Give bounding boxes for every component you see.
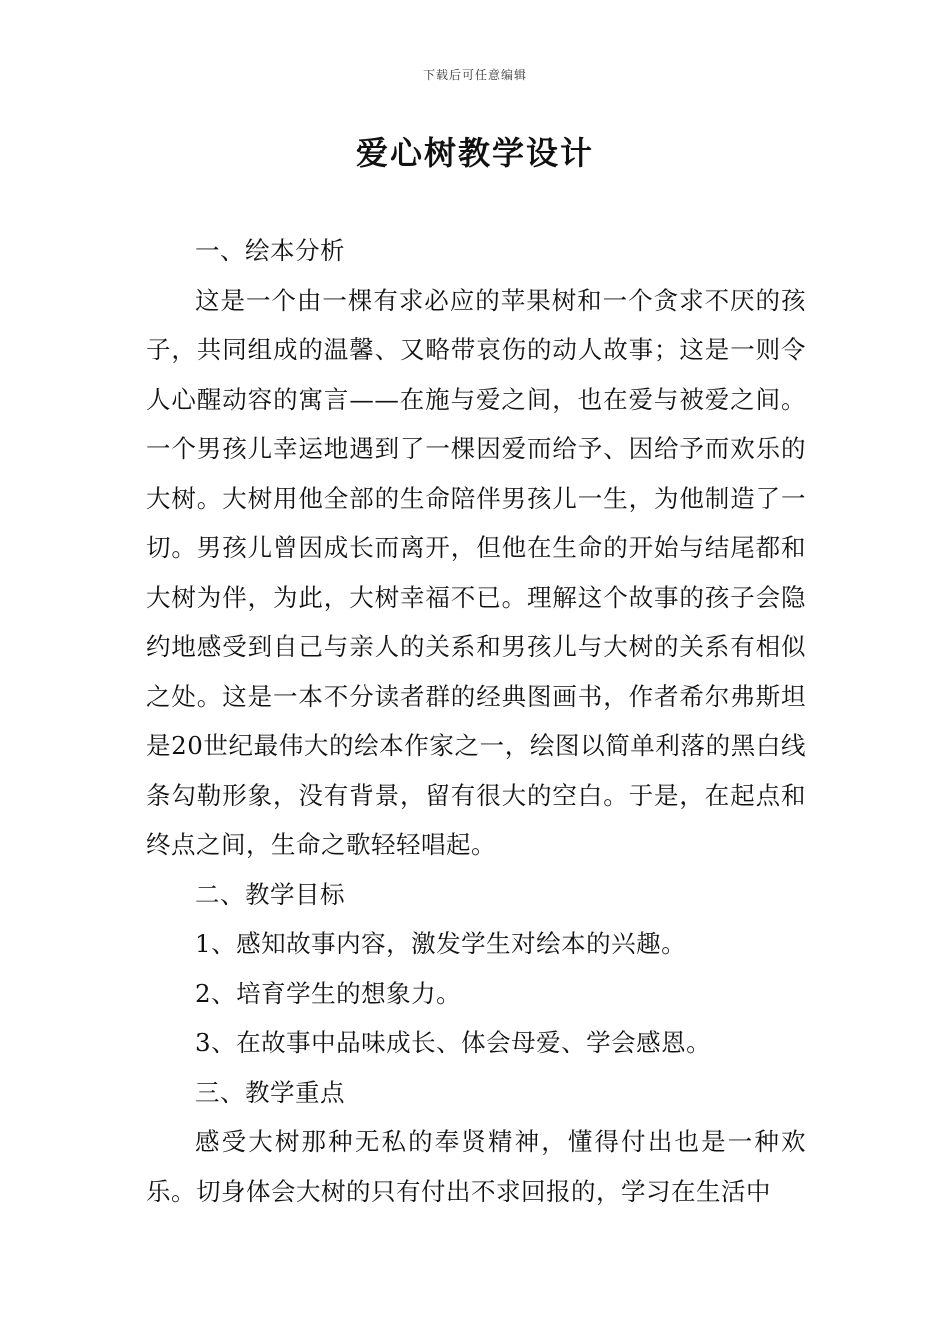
document-body	[146, 226, 806, 1216]
goal-item-1: 1、感知故事内容，激发学生对绘本的兴趣。	[195, 929, 687, 958]
section-heading-teaching-goals: 二、教学目标	[195, 879, 345, 909]
header-note: 下载后可任意编辑	[422, 68, 527, 82]
section-heading-picture-book-analysis: 一、绘本分析	[195, 236, 345, 265]
goal-item-3: 3、在故事中品味成长、体会母爱、学会感恩。	[195, 1028, 712, 1057]
section-heading-teaching-focus: 三、教学重点	[195, 1077, 345, 1107]
goal-item-2: 2、培育学生的想象力。	[195, 978, 462, 1008]
paragraph-teaching-focus: 感受大树那种无私的奉贤精神，懂得付出也是一种欢乐。切身体会大树的只有付出不求回报的，学习在生活中	[146, 1127, 806, 1206]
paragraph-story-analysis: 这是一个由一棵有求必应的苹果树和一个贪求不厌的孩子，共同组成的温馨、又略带哀伤的动人故事；这是一则令人心醒动容的寓言——在施与爱之间，也在爱与被爱之间。一个男孩儿幸运地遇到了一棵因爱而给予、因给予而欢乐的大树。大树用他全部的生命陪伴男孩儿一生，为他制造了一切。男孩儿曾因成长而离开，但他在生命的开始与结尾都和大树为伴，为此，大树幸福不已。理解这个故事的孩子会隐约地感受到自己与亲人的关系和男孩儿与大树的关系有相似之处。这是一本不分读者群的经典图画书，作者希尔弗斯坦是20世纪最伟大的绘本作家之一，绘图以简单利落的黑白线条勾勒形象，没有背景，留有很大的空白。于是，在起点和终点之间，生命之歌轻轻唱起。	[146, 285, 806, 859]
document-title: 爱心树教学设计	[355, 134, 594, 172]
